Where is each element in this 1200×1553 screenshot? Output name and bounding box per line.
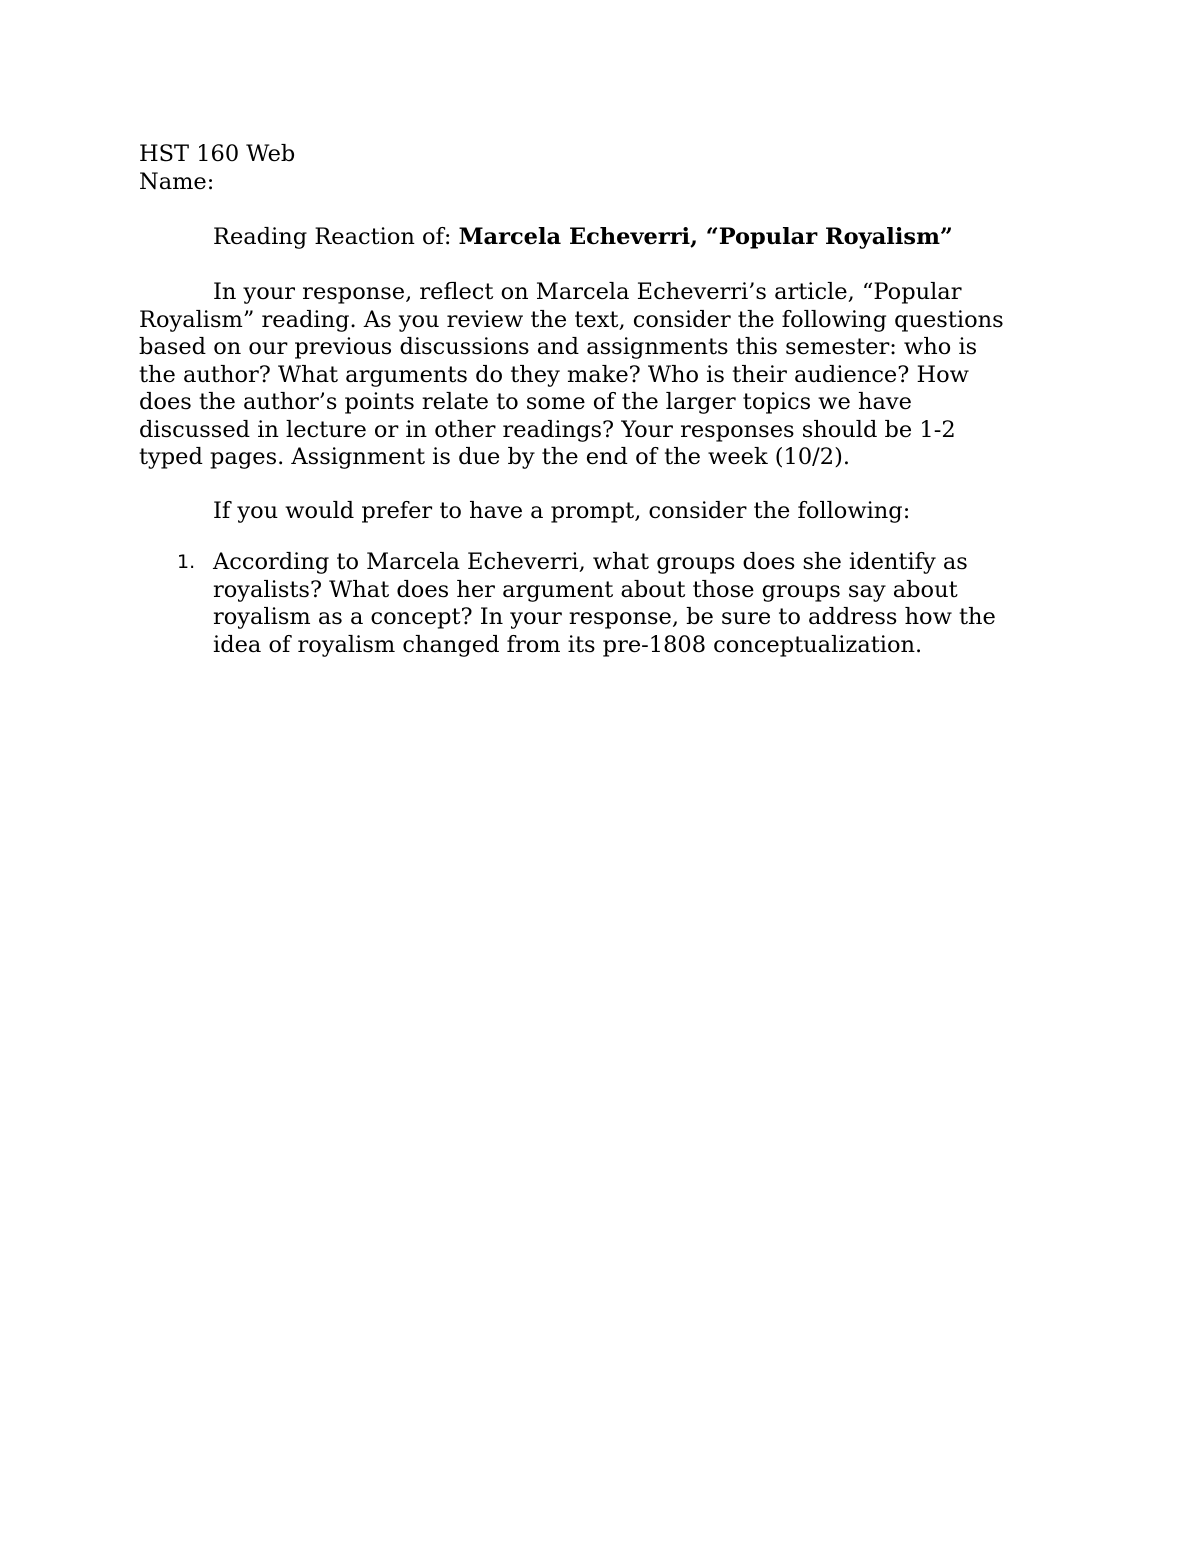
instructions-line: Royalism” reading. As you review the text, consider the following questions: [139, 306, 1004, 333]
prompt-line: idea of royalism changed from its pre-1808 conceptualization.: [213, 631, 923, 658]
course-label: HST 160 Web: [139, 141, 296, 167]
title-prefix: Reading Reaction of:: [213, 224, 459, 250]
list-item-text: [213, 549, 1061, 659]
instructions-line: In your response, reflect on Marcela Echeverri’s article, “Popular: [213, 279, 962, 305]
instructions-line: discussed in lecture or in other readings? Your responses should be 1-2: [139, 416, 956, 443]
prompt-intro: If you would prefer to have a prompt, consider the following:: [213, 498, 911, 524]
prompt-line: royalists? What does her argument about those groups say about: [213, 576, 958, 603]
prompt-line: royalism as a concept? In your response, be sure to address how the: [213, 604, 996, 630]
instructions-line: typed pages. Assignment is due by the end of the week (10/2).: [139, 444, 851, 470]
title-subject: Marcela Echeverri, “Popular Royalism”: [458, 224, 953, 250]
prompt-line: According to Marcela Echeverri, what groups does she identify as: [213, 549, 968, 575]
instructions-paragraph: [139, 279, 1061, 472]
list-item-number: 1.: [177, 551, 196, 573]
instructions-line: the author? What arguments do they make? Who is their audience? How: [139, 361, 969, 388]
instructions-line: does the author’s points relate to some of the larger topics we have: [139, 389, 912, 415]
name-label: Name:: [139, 169, 215, 195]
reading-title: [213, 224, 1135, 252]
instructions-line: based on our previous discussions and assignments this semester: who is: [139, 334, 978, 360]
